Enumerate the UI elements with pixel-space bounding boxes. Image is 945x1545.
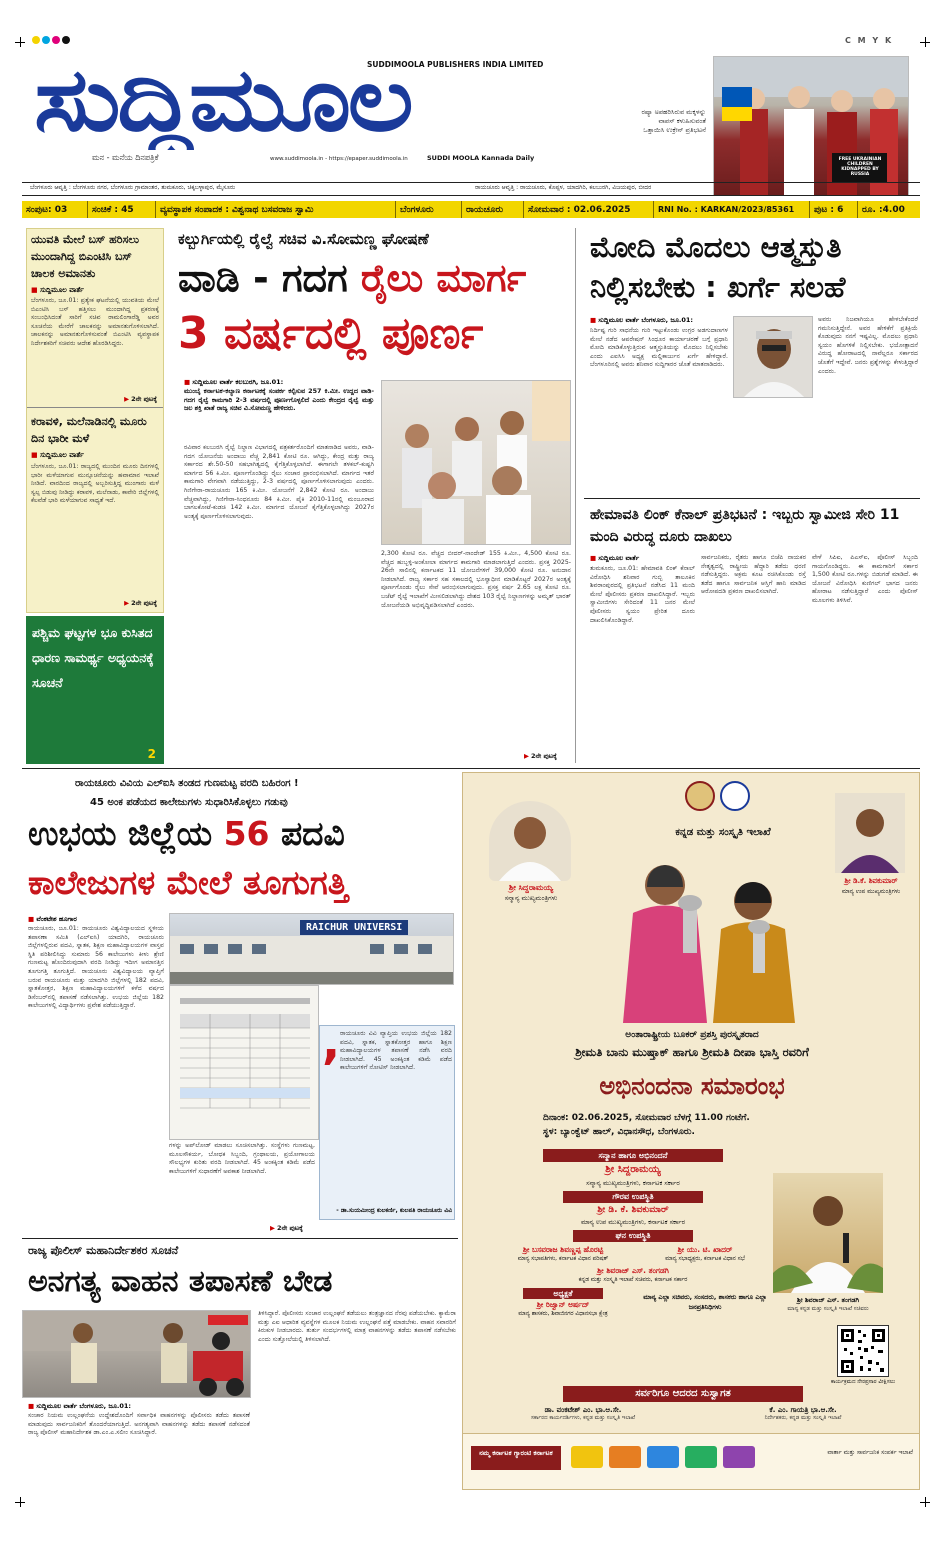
price: ರೂ. :4.00: [862, 204, 905, 215]
guest-desc: ಕನ್ನಡ ಮತ್ತು ಸಂಸ್ಕೃತಿ ಇಲಾಖೆ ಸಚಿವರು, ಕರ್ನಾಟಕ ಸರ್ಕಾರ: [578, 1277, 688, 1283]
quote-text: ರಾಯಚೂರು ವಿವಿ ವ್ಯಾಪ್ತಿಯ ಉಭಯ ಜಿಲ್ಲೆಯ 182 ಪದವಿ, ಸ್ನಾತಕ, ಸ್ನಾತಕೋತ್ತರ ಹಾಗೂ ಶಿಕ್ಷಣ ಮಹಾವಿದ್ಯಾಲಯಗಳ ತಪಾಸಣೆ ನಡೆಸಿ ವರದಿ ನೀಡಲಾಗಿದೆ. 45 ಅಂಕಕ್ಕಿಂತ ಕಡಿಮೆ ಪಡೆದ ಕಾಲೇಜುಗಳಿಗೆ ನೋಟಿಸ್ ನೀಡಲಾಗಿದೆ.: [340, 1030, 452, 1072]
lead-kicker: ಕಲ್ಬುರ್ಗಿಯಲ್ಲಿ ರೈಲ್ವೆ ಸಚಿವ ವಿ.ಸೋಮಣ್ಣ ಘೋಷಣೆ: [178, 230, 429, 248]
crop-mark: [920, 1497, 930, 1507]
issue: ಸಂಚಿಕೆ : 45: [88, 201, 156, 218]
logo-text: ಸುದ್ದಿಮೂಲ: [34, 50, 411, 150]
secretary-1: [483, 1406, 683, 1422]
emblem-icon: [720, 781, 750, 811]
headline-part: ಪದವಿ: [281, 814, 345, 853]
kharge-photo: [733, 316, 813, 398]
university-building: [170, 914, 454, 985]
city-raichur: ರಾಯಚೂರು: [462, 201, 524, 218]
story-byline: ■ ಸುದ್ದಿಮೂಲ ವಾರ್ತೆ: [27, 451, 88, 460]
bus-driver-headline: ಯುವತಿ ಮೇಲೆ ಬಸ್ ಹರಿಸಲು ಮುಂದಾಗಿದ್ದ ಬಿಎಂಟಿಸಿ ಬಸ್ ಚಾಲಕ ಅಮಾನತು: [31, 233, 140, 280]
cm-portrait: [489, 801, 571, 881]
bus-driver-body: ಬೆಂಗಳೂರು, ಜೂ.01: ಪ್ರತ್ಯೇಕ ಘಟನೆಯಲ್ಲಿ ಯುವತಿಯ ಮೇಲೆ ಬಿಎಂಟಿಸಿ ಬಸ್ ಹತ್ತಿಸಲು ಮುಂದಾಗಿದ್ದ ಪ್ರಕರಣಕ್ಕೆ ಸಂಬಂಧಿಸಿದಂತೆ ಸಾರಿಗೆ ಸಚಿವ ರಾಮಲಿಂಗಾರೆಡ್ಡಿ ಅವರ ಸೂಚನೆಯ ಮೇರೆಗೆ ಚಾಲಕನನ್ನು ಅಮಾನತುಗೊಳಿಸಲಾಗಿದೆ. ಚಾಲಕನನ್ನು ಅಮಾನತುಗೊಳಿಸುವಂತೆ ಬಿಎಂಟಿಸಿ ವ್ಯವಸ್ಥಾಪಕ ನಿರ್ದೇಶಕರಿಗೆ ಸಚಿವರು ಆದೇಶ ಹೊರಡಿಸಿದ್ದರು.: [31, 297, 159, 347]
continue-link[interactable]: ▶ 2ನೇ ಪುಟಕ್ಕೆ: [124, 395, 157, 404]
rain-headline: ಕರಾವಳಿ, ಮಲೆನಾಡಿನಲ್ಲಿ ಮೂರು ದಿನ ಭಾರೀ ಮಳೆ: [31, 415, 147, 445]
others-line: ಮಾನ್ಯ ಎಲ್ಲಾ ಸಚಿವರು, ಸಂಸದರು, ಶಾಸಕರು ಹಾಗೂ ಎಲ್ಲಾ ಜನಪ್ರತಿನಿಧಿಗಳು: [643, 1293, 767, 1311]
crop-mark: [15, 1497, 25, 1507]
issue-date: ಸೋಮವಾರ : 02.06.2025: [524, 201, 654, 218]
promo-text: ಪಶ್ಚಿಮ ಘಟ್ಟಗಳ ಭೂ ಕುಸಿತದ ಧಾರಣ ಸಾಮರ್ಥ್ಯ ಅಧ್ಯಯನಕ್ಕೆ ಸೂಚನೆ: [32, 625, 154, 690]
continue-link[interactable]: ▶ 2ನೇ ಪುಟಕ್ಕೆ: [124, 599, 157, 608]
event-date: ದಿನಾಂಕ: 02.06.2025, ಸೋಮವಾರ ಬೆಳಗ್ಗೆ 11.00 ಗಂಟೆಗೆ.: [543, 1113, 750, 1123]
quote-box: [319, 1014, 455, 1220]
ad-footer: [463, 1433, 920, 1490]
minister-desc: ಮಾನ್ಯ ಕನ್ನಡ ಮತ್ತು ಸಂಸ್ಕೃತಿ ಇಲಾಖೆ ಸಚಿವರು: [787, 1306, 869, 1312]
guest-name: ಶ್ರೀ ಯು. ಟಿ. ಖಾದರ್: [677, 1245, 733, 1254]
police-byline: ■ ಸುದ್ದಿಮೂಲ ವಾರ್ತೆ ಬೆಂಗಳೂರು, ಜೂ.01:: [28, 1402, 131, 1411]
headline-part: ವಾಡಿ - ಗದಗ: [178, 256, 348, 300]
continue-link[interactable]: ▶ 2ನೇ ಪುಟಕ್ಕೆ: [524, 752, 557, 761]
kharge-byline: ■ ಸುದ್ದಿಮೂಲ ವಾರ್ತೆ ಬೆಂಗಳೂರು, ಜೂ.01:: [590, 316, 693, 325]
event-venue: ಸ್ಥಳ: ಬ್ಯಾಂಕ್ವೆಟ್ ಹಾಲ್, ವಿಧಾನಸೌಧ, ಬೆಂಗಳೂರು.: [543, 1127, 695, 1137]
headline-part: ಉಭಯ ಜಿಲ್ಲೆಯ: [28, 814, 213, 853]
cmyk-label: C M Y K: [845, 36, 894, 45]
qr-code[interactable]: [837, 1325, 889, 1377]
guest-name: ಶ್ರೀ ರಿಜ್ವಾನ್ ಅರ್ಷದ್: [536, 1300, 590, 1309]
lead-body-right: 2,300 ಕೋಟಿ ರೂ. ವೆಚ್ಚದ ಬೀದರ್-ನಾಂದೇಡ್ 155 ಕಿ.ಮೀ., 4,500 ಕೋಟಿ ರೂ. ವೆಚ್ಚದ ಹುಬ್ಬಳ್ಳಿ-ಅಂಕೋಲಾ ಮಾರ್ಗದ ಕಾಮಗಾರಿ ಮಾಡಲಾಗುತ್ತಿದೆ ಎಂದರು. ಪ್ರಸಕ್ತ 2025-26ನೇ ಸಾಲಿನಲ್ಲಿ ಕರ್ನಾಟಕದ 11 ಯೋಜನೆಗಳಿಗೆ 39,000 ಕೋಟಿ ರೂ. ಅನುದಾನ ನೀಡಲಾಗಿದೆ. ರಾಜ್ಯ ಸರ್ಕಾರ ಸಹ ಸಕಾಲದಲ್ಲಿ ಭೂಸ್ವಾಧೀನ ಮಾಡಿಕೊಟ್ಟರೆ 2027ರ ಅಂತ್ಯಕ್ಕೆ ಪೂರ್ಣಗೊಂಡು ರೈಲು ಸೇವೆ ಆರಂಭಿಸಲಾಗುವುದು. ಪ್ರಸಕ್ತ ವರ್ಷ 2.65 ಲಕ್ಷ ಕೋಟಿ ರೂ. ಬಜೆಟ್ ರೈಲ್ವೆ ಇಲಾಖೆಗೆ ಮೀಸಲಿಡಲಾಗಿದ್ದು ದೇಶದ 103 ರೈಲ್ವೆ ನಿಲ್ದಾಣಗಳನ್ನು ಅಮೃತ್ ಭಾರತ್ ಯೋಜನೆಯಡಿ ಅಭಿವೃದ್ಧಿಪಡಿಸಲಾಗಿದೆ ಎಂದರು.: [381, 550, 571, 609]
lic-report-document: [169, 985, 319, 1140]
welcome-banner: ಸರ್ವರಿಗೂ ಆದರದ ಸುಸ್ವಾಗತ: [563, 1386, 803, 1402]
tagline: ಮನ - ಮನೆಯ ದಿನಪತ್ರಿಕೆ: [92, 153, 159, 162]
official-desc: ನಿರ್ದೇಶಕರು, ಕನ್ನಡ ಮತ್ತು ಸಂಸ್ಕೃತಿ ಇಲಾಖೆ: [764, 1415, 842, 1421]
official-desc: ಸರ್ಕಾರದ ಕಾರ್ಯದರ್ಶಿಗಳು, ಕನ್ನಡ ಮತ್ತು ಸಂಸ್ಕೃತಿ ಇಲಾಖೆ: [530, 1415, 636, 1421]
section-title: ಗೌರವ ಉಪಸ್ಥಿತಿ: [563, 1191, 703, 1203]
section-title: ಸನ್ಮಾನ ಹಾಗೂ ಅಭಿನಂದನೆ: [543, 1149, 723, 1162]
police-body-left: ಸಂಚಾರ ನಿಯಮ ಉಲ್ಲಂಘನೆಯ ಉದ್ದೇಶದೊಂದಿಗೆ ಸರ್ವಾಧಿಕ ವಾಹನಗಳನ್ನು ಪೊಲೀಸರು ತಡೆದು ತಪಾಸಣೆ ಮಾಡುವುದು ಸಾರ್ವಜನಿಕರಿಗೆ ತೊಂದರೆಯಾಗುತ್ತಿದೆ. ಅನಗತ್ಯವಾಗಿ ವಾಹನಗಳನ್ನು ತಡೆದು ತಪಾಸಣೆ ನಡೆಸದಂತೆ ರಾಜ್ಯ ಪೊಲೀಸ್ ಮಹಾನಿರ್ದೇಶಕ ಡಾ.ಎಂ.ಎ.ಸಲೀಂ ಸೂಚಿಸಿದ್ದಾರೆ.: [28, 1412, 250, 1437]
kharge-headline-2: ನಿಲ್ಲಿಸಬೇಕು : ಖರ್ಗೆ ಸಲಹೆ: [590, 270, 846, 304]
dcm-name: ಶ್ರೀ ಡಿ.ಕೆ. ಶಿವಕುಮಾರ್: [844, 877, 898, 885]
minister-name: ಶ್ರೀ ಶಿವರಾಜ್ ಎಸ್. ತಂಗಡಗಿ: [796, 1296, 860, 1304]
qr-pattern: [838, 1326, 888, 1376]
section-title: ಘನ ಉಪಸ್ಥಿತಿ: [573, 1230, 693, 1242]
police-headline: ಅನಗತ್ಯ ವಾಹನ ತಪಾಸಣೆ ಬೇಡ: [28, 1264, 333, 1299]
honorees-photo: [603, 843, 813, 1023]
official-name: ಡಾ. ವಂಕಟೇಶ್ ಎಂ. ಭಾ.ಆ.ಸೇ.: [544, 1406, 622, 1414]
cm-title: ಸನ್ಮಾನ್ಯ ಮುಖ್ಯಮಂತ್ರಿಗಳು: [504, 894, 558, 902]
top-photo-caption: ರಷ್ಯಾ ಅಪಹರಿಸಿರುವ ಮಕ್ಕಳನ್ನು ವಾಪಸ್ ಕಳುಹಿಸುವಂತೆ ಒತ್ತಾಯಿಸಿ ಉಕ್ರೇನ್ ಪ್ರತಿಭಟನೆ: [641, 108, 706, 134]
lead-headline-2: 3 ವರ್ಷದಲ್ಲಿ ಪೂರ್ಣ: [178, 308, 484, 359]
quote-mark-icon: ,: [322, 1014, 341, 1070]
rule: [22, 195, 920, 196]
crop-mark: [920, 37, 930, 47]
hemavathi-body-3: ವೇಳೆ ಸಿಪಿಐ, ಪಿಎಸ್ಐ, ಪೊಲೀಸ್ ಸಿಬ್ಬಂದಿ ಗಾಯಗೊಂಡಿದ್ದರು. ಈ ಕಾಮಗಾರಿಗೆ ಸರ್ಕಾರ 1,500 ಕೋಟಿ ರೂ.ಗಳನ್ನು ಬಿಡುಗಡೆ ಮಾಡಿದೆ. ಈ ಯೋಜನೆ ವಿರೋಧಿಸಿ ಕುಣಿಗಲ್ ಭಾಗದ ಜನರು ಹೋರಾಟ ನಡೆಸುತ್ತಿದ್ದಾರೆ ಎಂದು ಪೊಲೀಸ್ ಮೂಲಗಳು ತಿಳಿಸಿವೆ.: [812, 554, 918, 604]
website: www.suddimoola.in - https://epaper.suddimoola.in: [270, 156, 408, 162]
rule: [22, 768, 920, 769]
police-kicker: ರಾಜ್ಯ ಪೊಲೀಸ್ ಮಹಾನಿರ್ದೇಶಕರ ಸೂಚನೆ: [28, 1244, 179, 1257]
office-left: ಬೆಂಗಳೂರು ಆವೃತ್ತಿ : ಬೆಂಗಳೂರು ನಗರ, ಬೆಂಗಳೂರು ಗ್ರಾಮಾಂತರ, ತುಮಕೂರು, ಚಿಕ್ಕಬಳ್ಳಾಪುರ, ಮೈಸೂರು: [30, 184, 236, 191]
rule: [22, 1238, 458, 1239]
guest-name: ಶ್ರೀ ಸಿದ್ದರಾಮಯ್ಯ: [605, 1164, 661, 1175]
minister-press-meet-photo: [381, 380, 571, 545]
info-bar: [22, 201, 920, 218]
crop-mark: [15, 37, 25, 47]
color-registration-dots: [32, 36, 72, 46]
guest-name: ಶ್ರೀ ಡಿ. ಕೆ. ಶಿವಕುಮಾರ್: [597, 1205, 669, 1215]
english-name: SUDDI MOOLA Kannada Daily: [427, 154, 535, 162]
hemavathi-body-2: ಸಾರ್ವಜನಿಕರು, ರೈತರು ಹಾಗೂ ಬಿಜೆಪಿ ನಾಯಕರ ನೇತೃತ್ವದಲ್ಲಿ ರಾಷ್ಟ್ರೀಯ ಹೆದ್ದಾರಿ ತಡೆದು ಧರಣಿ ನಡೆಸುತ್ತಿದ್ದರು. ಅಕ್ರಮ ಕೂಟ ರಚಿಸಿಕೊಂಡು ರಸ್ತೆ ತಡೆದ ಹಾಗೂ ಸಾರ್ವಜನಿಕ ಆಸ್ತಿಗೆ ಹಾನಿ ಮಾಡಿದ ಆರೋಪದಡಿ ಪ್ರಕರಣ ದಾಖಲಿಸಲಾಗಿದೆ.: [701, 554, 806, 596]
qr-caption: ಕಾರ್ಯಕ್ರಮದ ನೇರಪ್ರಸಾರ ವೀಕ್ಷಿಸಲು: [830, 1379, 896, 1385]
quote-author: - ಡಾ.ಸುಯಮೀಂದ್ರ ಕುಲಕರ್ಣಿ, ಕುಲಪತಿ ರಾಯಚೂರು ವಿವಿ: [336, 1207, 452, 1214]
guest-desc: ಮಾನ್ಯ ಸಭಾಧ್ಯಕ್ಷರು, ಕರ್ನಾಟಕ ವಿಧಾನ ಸಭೆ: [665, 1256, 745, 1262]
traffic-police-photo: [22, 1310, 251, 1398]
masthead: [22, 50, 722, 180]
dcm-title: ಮಾನ್ಯ ಉಪ ಮುಖ್ಯಮಂತ್ರಿಗಳು: [841, 888, 901, 895]
city-bengaluru: ಬೆಂಗಳೂರು: [396, 201, 462, 218]
headline-part: 56: [223, 814, 270, 853]
guest-desc: ಮಾನ್ಯ ಉಪ ಮುಖ್ಯಮಂತ್ರಿಗಳು, ಕರ್ನಾಟಕ ಸರ್ಕಾರ: [580, 1218, 686, 1226]
rain-body: ಬೆಂಗಳೂರು, ಜೂ.01: ರಾಜ್ಯದಲ್ಲಿ ಮುಂದಿನ ಮೂರು ದಿನಗಳಲ್ಲಿ ಭಾರೀ ಮಳೆಯಾಗುವ ಮುನ್ಸೂಚನೆಯನ್ನು ಹವಾಮಾನ ಇಲಾಖೆ ನೀಡಿದೆ. ವಾರದಿಂದ ರಾಜ್ಯದಲ್ಲಿ ಅಬ್ಬರಿಸುತ್ತಿದ್ದ ಮುಂಗಾರು ಮಳೆ ಸ್ವಲ್ಪ ಬಿಡುವು ನೀಡಿದ್ದು ಕರಾವಳಿ, ಮಲೆನಾಡು, ಕಾವೇರಿ ಜಿಲ್ಲೆಗಳಲ್ಲಿ ಕೆಲವೆಡೆ ಭಾರಿ ಮಳೆಯಾಗುವ ಸಾಧ್ಯತೆ ಇದೆ.: [31, 463, 159, 505]
promo-box[interactable]: [26, 616, 164, 764]
hemavathi-byline: ■ ಸುದ್ದಿಮೂಲ ವಾರ್ತೆ: [590, 554, 639, 563]
dcm-portrait: [835, 793, 905, 873]
minister-photo: [773, 1173, 883, 1293]
scheme-logos: [571, 1446, 755, 1468]
rule: [22, 182, 920, 183]
info-dept-note: ವಾರ್ತಾ ಮತ್ತು ಸಾರ್ವಜನಿಕ ಸಂಪರ್ಕ ಇಲಾಖೆ: [827, 1449, 913, 1456]
emblem-icon: [685, 781, 715, 811]
raichur-headline-1: [28, 812, 458, 856]
report-table-graphic: [170, 986, 319, 1140]
kharge-headline-1: ಮೋದಿ ಮೊದಲು ಆತ್ಮಸ್ತುತಿ: [590, 230, 842, 264]
raichur-headline-2: ಕಾಲೇಜುಗಳ ಮೇಲೆ ತೂಗುಗತ್ತಿ: [28, 863, 349, 902]
rni-number: RNI No. : KARKAN/2023/85361: [654, 201, 810, 218]
felicitation-advertisement: [462, 772, 920, 1490]
lead-body-left: ರವಿವಾರ ಕಲಬುರಗಿ ರೈಲ್ವೆ ನಿಲ್ದಾಣ ವಿಭಾಗದಲ್ಲಿ ಪತ್ರಕರ್ತರೊಂದಿಗೆ ಮಾತನಾಡಿದ ಅವರು, ವಾಡಿ-ಗದಗ ಯೋಜನೆಯ ಅಂದಾಜು ವೆಚ್ಚ 2,841 ಕೋಟಿ ರೂ. ಆಗಿದ್ದು, ಕೇಂದ್ರ ಮತ್ತು ರಾಜ್ಯ ಸರ್ಕಾರದ ಶೇ.50-50 ಸಹಭಾಗಿತ್ವದಲ್ಲಿ ಕೈಗೆತ್ತಿಕೊಳ್ಳಲಾಗಿದೆ. ಈಗಾಗಲೇ ತಳಕಲ್-ಕುಷ್ಟಗಿ ಮಾರ್ಗದ 56 ಕಿ.ಮೀ. ಪೂರ್ಣಗೊಂಡಿದ್ದು ರೈಲು ಸಂಚಾರ ಪ್ರಾರಂಭಿಸಲಾಗಿದೆ. ಮಾರ್ಗದ ಇತರೆ ಕಾಮಗಾರಿ ವೇಗವಾಗಿ ನಡೆಯುತ್ತಿದ್ದು, 2-3 ವರ್ಷದಲ್ಲಿ ಪೂರ್ಣಗೊಳಿಸಲಾಗುವುದು ಎಂದರು. ಗಿಣಿಗೇರಾ-ರಾಯಚೂರು 165 ಕಿ.ಮೀ. ಯೋಜನೆಗೆ 2,842 ಕೋಟಿ ರೂ. ಅಂದಾಜು ವೆಚ್ಚವಾಗಿದ್ದು, ಗಿಣಿಗೇರಾ-ಸಿಂಧನೂರು 84 ಕಿ.ಮೀ. ಪೈಕಿ 2010-11ರಲ್ಲಿ ಮಂಜೂರಾದ ಬಾಗಲಕೋಟೆ-ಕುಡಚಿ 142 ಕಿ.ಮೀ. ಮಾರ್ಗದ ಯೋಜನೆ ಕೈಗೆತ್ತಿಕೊಳ್ಳಲಾಗಿದ್ದು 2027ರ ಅಂತ್ಯಕ್ಕೆ ಪೂರ್ಣಗೊಳಿಸಲಾಗುವುದು.: [184, 444, 374, 520]
guarantee-logo: ನಮ್ಮ ಕರ್ನಾಟಕ ಗ್ಯಾರಂಟಿ ಕರ್ನಾಟಕ: [471, 1446, 561, 1470]
office-right: ರಾಯಚೂರು ಆವೃತ್ತಿ : ರಾಯಚೂರು, ಕೊಪ್ಪಳ, ಯಾದಗಿರಿ, ಕಲಬುರಗಿ, ವಿಜಯಪುರ, ಬೀದರ: [475, 184, 652, 191]
continue-link[interactable]: ▶ 2ನೇ ಪುಟಕ್ಕೆ: [270, 1224, 303, 1233]
raichur-kicker-1: ರಾಯಚೂರು ವಿವಿಯ ಎಲ್‌ಐಸಿ ತಂಡದ ಗುಣಮಟ್ಟ ವರದಿ ಬಹಿರಂಗ !: [75, 778, 299, 789]
cm-name: ಶ್ರೀ ಸಿದ್ದರಾಮಯ್ಯ: [508, 883, 554, 892]
section-title: ಅಧ್ಯಕ್ಷತೆ: [523, 1288, 603, 1299]
raichur-body-2: ಗಳನ್ನು ಅಪ್‌ಲೋಡ್ ಮಾಡಲು ಸೂಚಿಸಲಾಗಿತ್ತು. ಸಂಸ್ಥೆಗಳು ಗುಣಮಟ್ಟ, ಮೂಲಸೌಕರ್ಯ, ಬೋಧಕ ಸಿಬ್ಬಂದಿ, ಗ್ರಂಥಾಲಯ, ಪ್ರಯೋಗಾಲಯ ಸೌಲಭ್ಯಗಳ ಕುರಿತು ವರದಿ ನೀಡಲಾಗಿದೆ. 45 ಅಂಕಕ್ಕಿಂತ ಕಡಿಮೆ ಪಡೆದ ಕಾಲೇಜುಗಳಿಗೆ ಸುಧಾರಣೆಗೆ ಅವಕಾಶ ನೀಡಲಾಗಿದೆ.: [169, 1142, 315, 1175]
rule: [584, 498, 920, 499]
official-name: ಕೆ. ಎಂ. ಗಾಯತ್ರಿ ಭಾ.ಆ.ಸೇ.: [769, 1406, 837, 1414]
officials-figures: [382, 381, 571, 545]
placard-text: FREE UKRAINIAN CHILDREN KIDNAPPED BY RUSSIA: [838, 157, 882, 177]
lead-headline-1: [178, 255, 568, 301]
headline-part: ರೈಲು ಮಾರ್ಗ: [360, 256, 527, 300]
publisher-name: SUDDIMOOLA PUBLISHERS INDIA LIMITED: [367, 60, 544, 69]
guest-name: ಶ್ರೀ ಬಸವರಾಜ ಶಿವಣ್ಣಪ್ಪ ಹೊರಟ್ಟಿ: [522, 1245, 604, 1254]
hemavathi-body-1: ತುಮಕೂರು, ಜೂ.01: ಹೇಮಾವತಿ ಲಿಂಕ್ ಕೆನಾಲ್ ವಿರೋಧಿಸಿ ಶನಿವಾರ ಗುಬ್ಬಿ ತಾಲೂಕಿನ ಶಿವರಾಂಪುರದಲ್ಲಿ ಪ್ರತಿಭಟನೆ ನಡೆಸಿದ 11 ಮಂದಿ ಮೇಲೆ ಪೊಲೀಸರು ಪ್ರಕರಣ ದಾಖಲಿಸಿದ್ದಾರೆ. ಇಬ್ಬರು ಸ್ವಾಮೀಜಿಗಳು ಸೇರಿದಂತೆ 11 ಜನರ ಮೇಲೆ ಪೊಲೀಸರು ಸ್ವಯಂ ಪ್ರೇರಿತ ದೂರು ದಾಖಲಿಸಿಕೊಂಡಿದ್ದಾರೆ.: [590, 565, 695, 624]
raichur-byline: ■ ವೆಂಕಟೇಶ ಹೂಗಾರ: [28, 915, 77, 924]
guest-desc: ಮಾನ್ಯ ಸಭಾಪತಿಗಳು, ಕರ್ನಾಟಕ ವಿಧಾನ ಪರಿಷತ್: [517, 1256, 609, 1262]
lead-intro: ಮುಂಬೈ ಕರ್ನಾಟಕ-ಕಲ್ಯಾಣ ಕರ್ನಾಟಕಕ್ಕೆ ಸಂಪರ್ಕ ಕಲ್ಪಿಸುವ 257 ಕಿ.ಮೀ. ಉದ್ದದ ವಾಡಿ-ಗದಗ ರೈಲ್ವೆ ಕಾಮಗಾರಿ 2-3 ವರ್ಷದಲ್ಲಿ ಪೂರ್ಣಗೊಳ್ಳಲಿದೆ ಎಂದು ಕೇಂದ್ರದ ರೈಲ್ವೆ ಮತ್ತು ಜಲ ಶಕ್ತಿ ಖಾತೆ ರಾಜ್ಯ ಸಚಿವ ವಿ.ಸೋಮಣ್ಣ ಹೇಳಿದರು.: [184, 387, 374, 413]
pages: ಪುಟ : 6: [810, 201, 858, 218]
volume: ಸಂಪುಟ: 03: [22, 201, 88, 218]
award-line: ಅಂತಾರಾಷ್ಟ್ರೀಯ ಬೂಕರ್ ಪ್ರಶಸ್ತಿ ಪುರಸ್ಕೃತರಾದ: [625, 1030, 759, 1040]
two-women-with-trophies: [603, 843, 813, 1023]
raichur-kicker-2: 45 ಅಂಕ ಪಡೆಯದ ಕಾಲೇಜುಗಳು ಸುಧಾರಿಸಿಕೊಳ್ಳಲು ಗಡುವು: [90, 797, 288, 808]
dcm-figure: [835, 793, 905, 873]
ukraine-protest-photo: [713, 56, 909, 196]
honorees-line: ಶ್ರೀಮತಿ ಬಾನು ಮುಷ್ತಾಕ್ ಹಾಗೂ ಶ್ರೀಮತಿ ದೀಪಾ ಭಾಸ್ತಿ ರವರಿಗೆ: [575, 1045, 809, 1059]
kharge-portrait: [734, 317, 813, 398]
lead-byline: ■ ಸುದ್ದಿಮೂಲ ವಾರ್ತೆ ಕಲಬುರಗಿ, ಜೂ.01:: [184, 378, 283, 387]
guest-name: ಶ್ರೀ ಶಿವರಾಜ್ ಎಸ್. ತಂಗಡಗಿ: [597, 1266, 669, 1275]
university-signboard: RAICHUR UNIVERSI: [300, 920, 408, 935]
guest-desc: ಸನ್ಮಾನ್ಯ ಮುಖ್ಯಮಂತ್ರಿಗಳು, ಕರ್ನಾಟಕ ಸರ್ಕಾರ: [586, 1179, 680, 1187]
program-list: [493, 1149, 773, 1318]
ad-department: ಕನ್ನಡ ಮತ್ತು ಸಂಸ್ಕೃತಿ ಇಲಾಖೆ: [675, 827, 771, 838]
cm-figure: [489, 801, 571, 881]
promo-page-number: 2: [147, 747, 156, 761]
editor: ವ್ಯವಸ್ಥಾಪಕ ಸಂಪಾದಕ : ವಿಶ್ವನಾಥ ಬಸವರಾಜ ಸ್ವಾಮಿ: [156, 201, 396, 218]
story-byline: ■ ಸುದ್ದಿಮೂಲ ವಾರ್ತೆ: [27, 284, 163, 297]
raichur-body: ರಾಯಚೂರು, ಜೂ.01: ರಾಯಚೂರು ವಿಶ್ವವಿದ್ಯಾಲಯದ ಸ್ಥಳೀಯ ತಪಾಸಣಾ ಸಮಿತಿ (ಎಲ್‌ಐಸಿ) ಯಾದಗಿರಿ, ರಾಯಚೂರು ಜಿಲ್ಲೆಗಳಲ್ಲಿರುವ ಪದವಿ, ಸ್ನಾತಕ, ಶಿಕ್ಷಣ ಮಹಾವಿದ್ಯಾಲಯಗಳ ವಾಸ್ತವ ಸ್ಥಿತಿ ಪರಿಶೀಲಿಸಿದ್ದು ಸುಮಾರು 56 ಕಾಲೇಜುಗಳು ಕೀಳು ಶ್ರೇಣಿ ಗುಣಮಟ್ಟ ಹೊಂದಿರುವುದಾಗಿ ವರದಿ ನೀಡಿದ್ದು ಇದೀಗ ಅಮಾನತ್ತಿನ ತೂಗುಗತ್ತಿ ತೂಗುತ್ತಿದೆ. ರಾಯಚೂರು ವಿಶ್ವವಿದ್ಯಾಲಯ ವ್ಯಾಪ್ತಿಗೆ ಬರುವ ರಾಯಚೂರು ಮತ್ತು ಯಾದಗಿರಿ ಜಿಲ್ಲೆಗಳಲ್ಲಿ 182 ಪದವಿ, ಸ್ನಾತಕೋತ್ತರ, ಶಿಕ್ಷಣ ಮಹಾವಿದ್ಯಾಲಯಗಳಿಗೆ ಕಳೆದ ವರ್ಷದ ಡಿಸೆಂಬರ್‌ನಲ್ಲಿ ತಪಾಸಣೆ ನಡೆಸಲಾಗಿತ್ತು. ಉಭಯ ಜಿಲ್ಲೆಯ 182 ಕಾಲೇಜುಗಳಲ್ಲಿ ವಿದ್ಯಾರ್ಥಿಗಳು ಪ್ರವೇಶ ಪಡೆಯುತ್ತಿದ್ದಾರೆ.: [28, 925, 164, 1010]
police-body-right: ತಿಳಿಸಿದ್ದಾರೆ. ಪೊಲೀಸರು ಸಂಚಾರ ಉಲ್ಲಂಘನೆ ತಡೆಯಲು ತಂತ್ರಜ್ಞಾನದ ನೆರವು ಪಡೆಯಬೇಕು. ಕ್ಯಾಮೆರಾ ಮತ್ತು ಎಐ ಆಧಾರಿತ ವ್ಯವಸ್ಥೆಗಳ ಮೂಲಕ ನಿಯಮ ಉಲ್ಲಂಘನೆ ಪತ್ತೆ ಮಾಡಬೇಕು. ವಾಹನ ಸವಾರರಿಗೆ ಕಿರುಕುಳ ನೀಡಬಾರದು. ತುರ್ತು ಸಂದರ್ಭಗಳಲ್ಲಿ ಮಾತ್ರ ವಾಹನಗಳನ್ನು ತಡೆದು ತಪಾಸಣೆ ನಡೆಸಬೇಕು ಎಂದು ಸುತ್ತೋಲೆಯಲ್ಲಿ ತಿಳಿಸಲಾಗಿದೆ.: [258, 1310, 456, 1343]
guest-desc: ಮಾನ್ಯ ಶಾಸಕರು, ಶಿವಾಜಿನಗರ ವಿಧಾನಸಭಾ ಕ್ಷೇತ್ರ: [518, 1311, 608, 1317]
minister-speaking: [773, 1173, 883, 1293]
left-column: [26, 228, 164, 613]
raichur-university-photo: [169, 913, 454, 985]
event-title: ಅಭಿನಂದನಾ ಸಮಾರಂಭ: [599, 1072, 785, 1100]
hemavathi-headline: ಹೇಮಾವತಿ ಲಿಂಕ್ ಕೆನಾಲ್ ಪ್ರತಿಭಟನೆ : ಇಬ್ಬರು ಸ್ವಾಮೀಜಿ ಸೇರಿ 11 ಮಂದಿ ವಿರುದ್ಧ ದೂರು ದಾಖಲು: [590, 507, 900, 545]
column-rule: [575, 228, 576, 763]
kharge-body-left: ನಿರ್ದಿಷ್ಟ ಗುರಿ ಸಾಧನೆಯ ಗುರಿ ಇಟ್ಟುಕೊಂಡು ಉಗ್ರರ ಅಡಗುದಾಣಗಳ ಮೇಲೆ ನಡೆದ ಆಪರೇಷನ್ ಸಿಂಧೂರ ಕಾರ್ಯಾಚರಣೆ ಬಗ್ಗೆ ಪ್ರಧಾನಿ ಮೋದಿ ಮಾಡಿಕೊಳ್ಳುತ್ತಿರುವ ಆತ್ಮಸ್ತುತಿಯನ್ನು ಮೊದಲು ನಿಲ್ಲಿಸಬೇಕು ಎಂದು ಎಐಸಿಸಿ ಅಧ್ಯಕ್ಷ ಮಲ್ಲಿಕಾರ್ಜುನ ಖರ್ಗೆ ಹೇಳಿದ್ದಾರೆ. ಬೆಂಗಳೂರಿನಲ್ಲಿ ಅವರು ಶನಿವಾರ ಸುದ್ದಿಗಾರರ ಜೊತೆ ಮಾತನಾಡಿದರು.: [590, 327, 728, 369]
police-checking-vehicle: [23, 1311, 251, 1398]
secretary-2: [703, 1406, 903, 1422]
kharge-body-right: ಅವರು ನಿಜವಾಗಿಯೂ ಹೇಳಬೇಕೆಂದರೆ ಗಮನಿಸುತ್ತಿದ್ದೇನೆ. ಅವರ ಹೇಳಿಕೆಗೆ ಪ್ರತಿಕ್ರಿಯೆ ಕೊಡುವುದು ನನಗೆ ಇಷ್ಟವಿಲ್ಲ. ಮೊದಲು ಪ್ರಧಾನಿ ಸ್ವಯಂ ಹೊಗಳಿಕೆ ನಿಲ್ಲಿಸಬೇಕು. ಭಯೋತ್ಪಾದನೆ ವಿರುದ್ಧ ಹೋರಾಟದಲ್ಲಿ ನಾವೆಲ್ಲರೂ ಸರ್ಕಾರದ ಜೊತೆಗೆ ಇದ್ದೇವೆ. ಜನರು ಪ್ರಶ್ನೆಗಳನ್ನು ಕೇಳುತ್ತಿದ್ದಾರೆ ಎಂದರು.: [818, 316, 918, 375]
